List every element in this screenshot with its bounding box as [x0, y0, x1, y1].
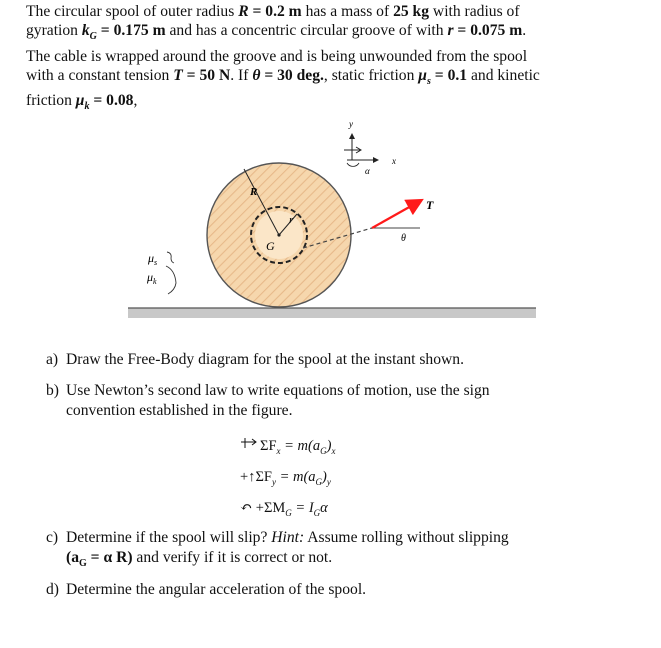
equations-of-motion: [240, 433, 420, 526]
problem-line-1: The circular spool of outer radius R = 0.2 m has a mass of 25 kg with radius of: [26, 3, 520, 20]
equation-sum-fy: $+↑\Sigma F_y = m(a_G)_y$: [240, 468, 331, 487]
question-c: c) Determine if the spool will slip? Hint: Assume rolling without slipping ($a_G = \alpha$ R) and verify if it is correct or not.: [46, 529, 509, 569]
problem-line-3: The cable is wrapped around the groove and is being unwounded from the spool: [26, 47, 528, 65]
axes-icon: [344, 134, 378, 166]
center-point: [277, 233, 280, 236]
question-d: d) Determine the angular acceleration of the spool.: [46, 581, 367, 598]
problem-line-4: with a constant tension T = 50 N. If θ = 30 deg., static friction $\mu_s = 0.1$ and kinetic: [26, 66, 540, 87]
equation-sum-fx: $\Sigma F_x = m(a_G)_x$: [240, 433, 420, 464]
mu-k-brace: [166, 266, 176, 294]
question-a: a) Draw the Free-Body diagram for the spool at the instant shown.: [46, 351, 464, 368]
problem-statement: [26, 2, 646, 116]
equation-sum-moment: ↶ $+\Sigma M_G = I_G\alpha$: [240, 499, 328, 518]
label-T: T: [426, 198, 434, 212]
label-G: G: [266, 239, 275, 253]
label-mu-k: $\mu_k$: [147, 270, 157, 286]
label-axis-x: x: [392, 156, 396, 166]
problem-line-5: friction $\mu_k = 0.08$,: [26, 92, 138, 113]
label-theta: θ: [401, 233, 406, 244]
problem-line-2: gyration $k_G = 0.175$ m and has a concentric circular groove of with r = 0.075 m.: [26, 22, 527, 43]
tension-arrow: [372, 201, 420, 228]
label-r: r: [289, 214, 294, 226]
ground-surface: [128, 308, 536, 318]
question-b: b) Use Newton’s second law to write equations of motion, use the sign convention established in the figure.: [46, 382, 490, 419]
mu-s-brace: [167, 252, 174, 263]
label-mu-s: $\mu_s$: [148, 251, 158, 267]
right-arrow-plus-icon: [240, 437, 258, 451]
label-axis-y: y: [349, 119, 353, 129]
label-axis-alpha: α: [365, 166, 370, 176]
spool-figure: [0, 115, 661, 330]
label-R: R: [250, 186, 258, 198]
